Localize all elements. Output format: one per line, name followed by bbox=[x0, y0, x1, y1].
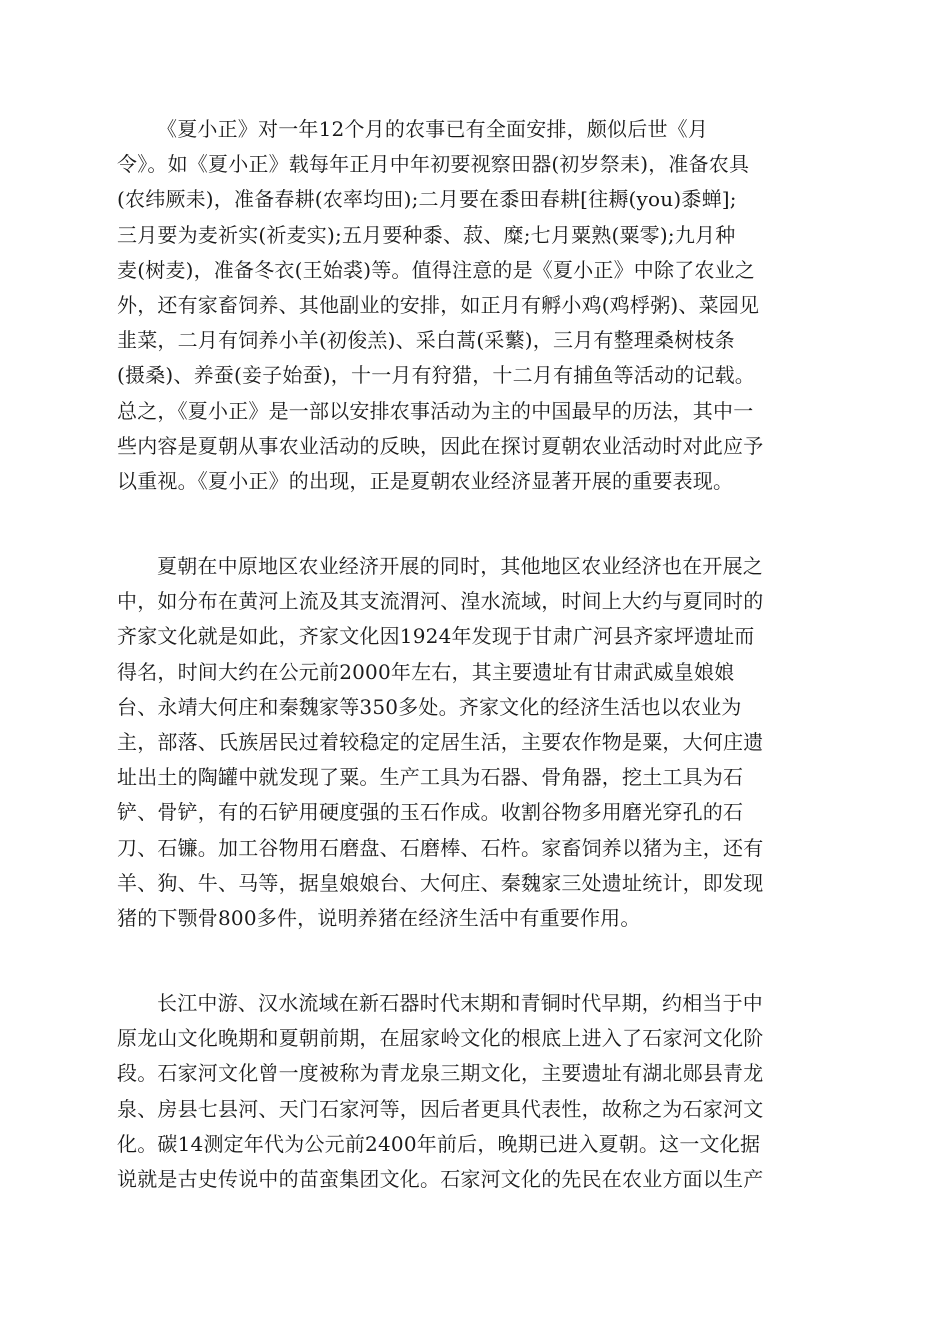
paragraph-2-line-9: 刀、石镰。加工谷物用石磨盘、石磨棒、石杵。家畜饲养以猪为主，还有 bbox=[117, 835, 764, 860]
paragraph-3-line-4: 泉、房县七县河、天门石家河等，因后者更具代表性，故称之为石家河文 bbox=[117, 1096, 764, 1121]
paragraph-2 bbox=[117, 549, 837, 936]
paragraph-1-line-6: 外，还有家畜饲养、其他副业的安排，如正月有孵小鸡(鸡桴粥)、菜园见 bbox=[117, 293, 760, 318]
paragraph-3-line-3: 段。石家河文化曾一度被称为青龙泉三期文化，主要遗址有湖北郧县青龙 bbox=[117, 1061, 764, 1086]
paragraph-2-line-10: 羊、狗、牛、马等，据皇娘娘台、大何庄、秦魏家三处遗址统计，即发现 bbox=[117, 870, 764, 895]
paragraph-3-line-5: 化。碳14测定年代为公元前2400年前后，晚期已进入夏朝。这一文化据 bbox=[117, 1131, 761, 1156]
paragraph-2-line-8: 铲、骨铲，有的石铲用硬度强的玉石作成。收割谷物多用磨光穿孔的石 bbox=[117, 800, 744, 825]
paragraph-2-line-6: 主，部落、氏族居民过着较稳定的定居生活，主要农作物是粟，大何庄遗 bbox=[117, 730, 764, 755]
paragraph-2-line-3: 齐家文化就是如此，齐家文化因1924年发现于甘肃广河县齐家坪遗址而 bbox=[117, 624, 755, 649]
paragraph-3 bbox=[117, 986, 837, 1197]
paragraph-3-line-1: 长江中游、汉水流域在新石器时代末期和青铜时代早期，约相当于中 bbox=[157, 991, 763, 1015]
paragraph-1-line-3: (农纬厥耒)，准备春耕(农率均田);二月要在黍田春耕[往耨(you)黍蝉]; bbox=[117, 187, 737, 212]
paragraph-1-line-4: 三月要为麦祈实(祈麦实);五月要种黍、菽、糜;七月粟熟(粟零);九月种 bbox=[117, 222, 736, 247]
paragraph-1-line-11: 以重视。《夏小正》的出现，正是夏朝农业经济显著开展的重要表现。 bbox=[117, 469, 734, 494]
paragraph-1-line-10: 些内容是夏朝从事农业活动的反映，因此在探讨夏朝农业活动时对此应予 bbox=[117, 433, 764, 458]
paragraph-2-line-1: 夏朝在中原地区农业经济开展的同时，其他地区农业经济也在开展之 bbox=[157, 554, 763, 578]
paragraph-1-line-9: 总之，《夏小正》是一部以安排农事活动为主的中国最早的历法，其中一 bbox=[117, 398, 754, 423]
paragraph-2-line-5: 台、永靖大何庄和秦魏家等350多处。齐家文化的经济生活也以农业为 bbox=[117, 694, 742, 719]
paragraph-2-line-7: 址出土的陶罐中就发现了粟。生产工具为石器、骨角器，挖土工具为石 bbox=[117, 765, 744, 790]
paragraph-2-line-11: 猪的下颚骨800多件，说明养猪在经济生活中有重要作用。 bbox=[117, 906, 641, 931]
paragraph-2-line-2: 中，如分布在黄河上流及其支流渭河、湟水流域，时间上大约与夏同时的 bbox=[117, 589, 764, 614]
paragraph-1 bbox=[117, 112, 837, 499]
paragraph-1-line-8: (摄桑)、养蚕(妾子始蚕)，十一月有狩猎，十二月有捕鱼等活动的记载。 bbox=[117, 363, 756, 388]
paragraph-1-line-7: 韭菜，二月有饲养小羊(初俊羔)、采白蒿(采蘩)，三月有整理桑树枝条 bbox=[117, 328, 735, 353]
paragraph-1-line-2: 令》。如《夏小正》载每年正月中年初要视察田器(初岁祭耒)，准备农具 bbox=[117, 152, 750, 177]
paragraph-1-line-5: 麦(树麦)，准备冬衣(王始裘)等。值得注意的是《夏小正》中除了农业之 bbox=[117, 257, 756, 282]
paragraph-3-line-6: 说就是古史传说中的苗蛮集团文化。石家河文化的先民在农业方面以生产 bbox=[117, 1167, 764, 1192]
paragraph-3-line-2: 原龙山文化晚期和夏朝前期，在屈家岭文化的根底上进入了石家河文化阶 bbox=[117, 1026, 764, 1051]
paragraph-2-line-4: 得名，时间大约在公元前2000年左右，其主要遗址有甘肃武威皇娘娘 bbox=[117, 659, 735, 684]
paragraph-1-line-1: 《夏小正》对一年12个月的农事已有全面安排，颇似后世《月 bbox=[157, 117, 709, 141]
